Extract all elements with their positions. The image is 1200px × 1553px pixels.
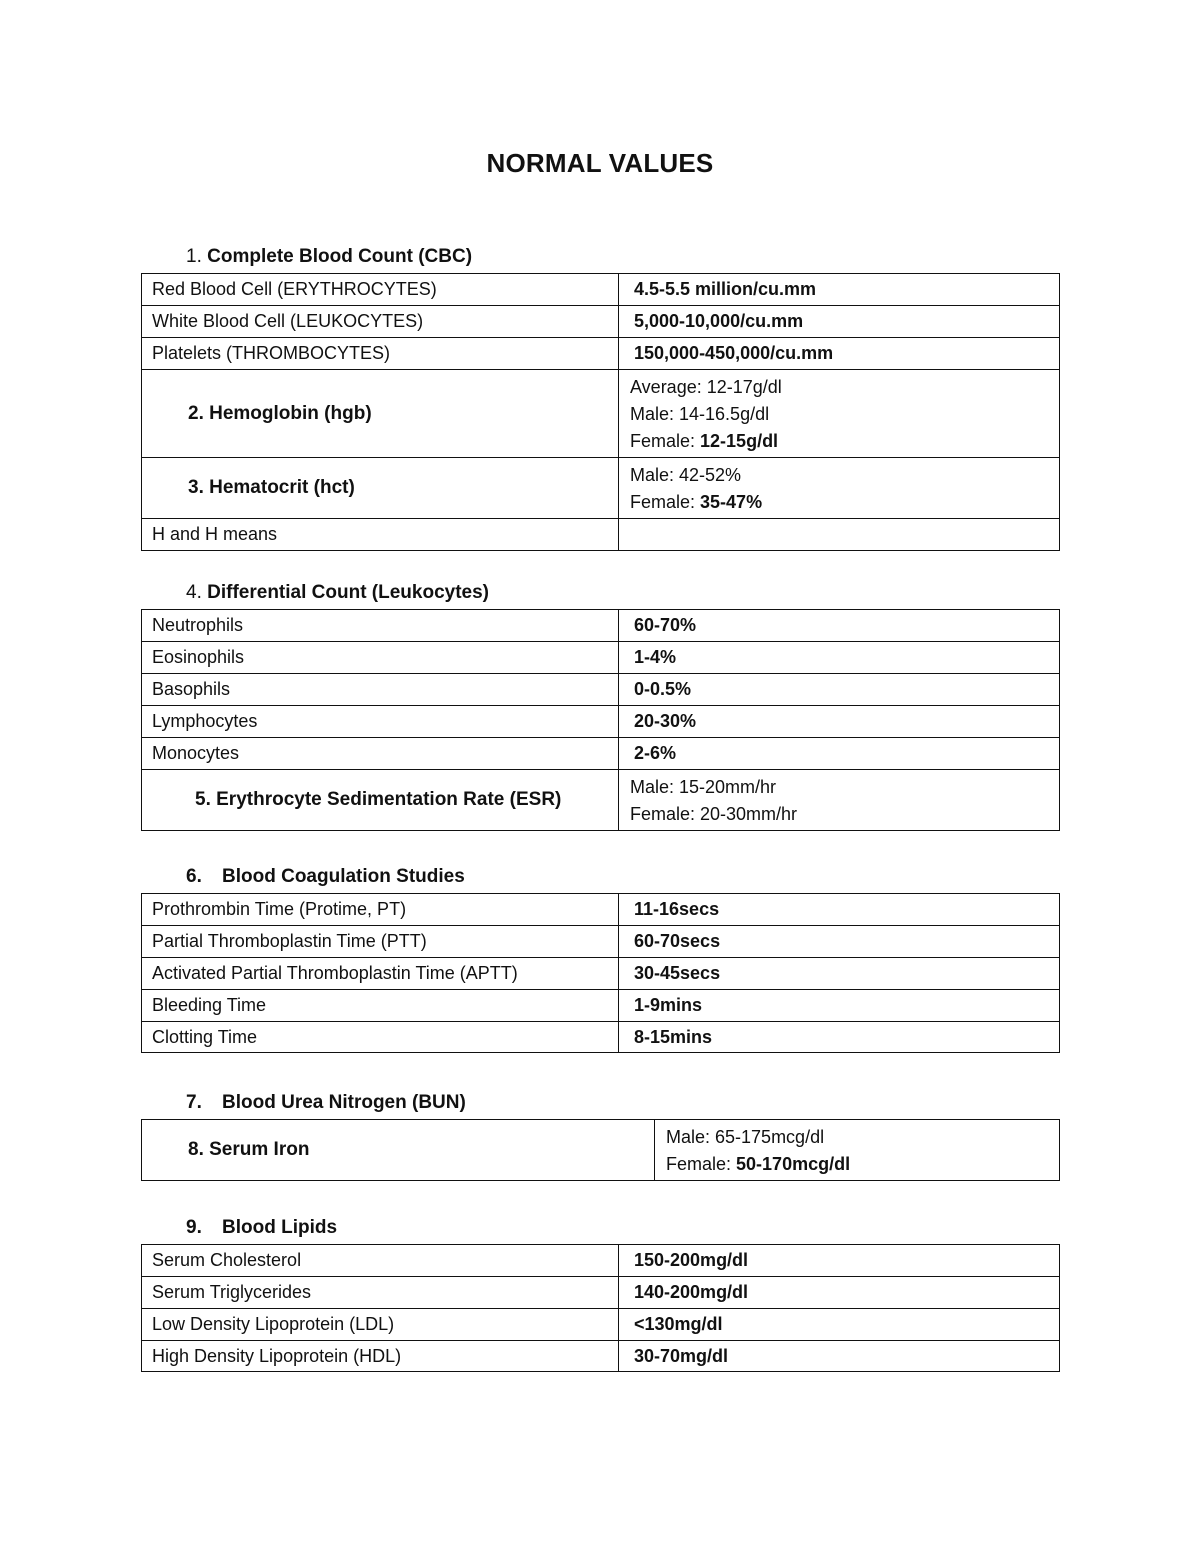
- section-heading-bun: [186, 1092, 466, 1114]
- table-row: [142, 610, 1060, 642]
- row-value: 30-45secs: [619, 958, 1060, 990]
- row-value: 2-6%: [619, 738, 1060, 770]
- section-number: 6.: [186, 866, 202, 887]
- table-row: [142, 338, 1060, 370]
- row-label: H and H means: [142, 519, 619, 551]
- row-value: 11-16secs: [619, 894, 1060, 926]
- row-label: Platelets (THROMBOCYTES): [142, 338, 619, 370]
- row-label: Serum Triglycerides: [142, 1277, 619, 1309]
- row-label: High Density Lipoprotein (HDL): [142, 1341, 619, 1372]
- hemoglobin-average: Average: 12-17g/dl: [630, 377, 782, 397]
- hematocrit-label: 3. Hematocrit (hct): [142, 458, 619, 519]
- serum-iron-values: [655, 1120, 1060, 1181]
- table-row: [142, 706, 1060, 738]
- row-label: Monocytes: [142, 738, 619, 770]
- hematocrit-female: [630, 489, 1049, 516]
- table-row: [142, 1341, 1060, 1372]
- row-value: 4.5-5.5 million/cu.mm: [619, 274, 1060, 306]
- table-row: [142, 1245, 1060, 1277]
- esr-values: [619, 770, 1060, 831]
- row-value: 5,000-10,000/cu.mm: [619, 306, 1060, 338]
- row-value: 30-70mg/dl: [619, 1341, 1060, 1372]
- section-heading-differential: [186, 582, 489, 604]
- serum-iron-male: Male: 65-175mcg/dl: [666, 1127, 825, 1147]
- hemoglobin-label: 2. Hemoglobin (hgb): [142, 370, 619, 458]
- table-row: [142, 1309, 1060, 1341]
- section-number: 1.: [186, 246, 202, 267]
- hemoglobin-female: [630, 428, 1049, 455]
- row-label: White Blood Cell (LEUKOCYTES): [142, 306, 619, 338]
- table-row: [142, 1277, 1060, 1309]
- table-row: [142, 274, 1060, 306]
- row-value: 140-200mg/dl: [619, 1277, 1060, 1309]
- section-number: 7.: [186, 1092, 202, 1113]
- row-label: Activated Partial Thromboplastin Time (APTT): [142, 958, 619, 990]
- section-title: Complete Blood Count (CBC): [207, 246, 473, 267]
- female-value: 50-170mcg/dl: [736, 1154, 851, 1174]
- row-label: Basophils: [142, 674, 619, 706]
- table-row-hemoglobin: [142, 370, 1060, 458]
- row-value: 1-4%: [619, 642, 1060, 674]
- row-value: 0-0.5%: [619, 674, 1060, 706]
- row-label: Partial Thromboplastin Time (PTT): [142, 926, 619, 958]
- table-row: [142, 958, 1060, 990]
- section-number: 4.: [186, 582, 202, 603]
- hemoglobin-values: [619, 370, 1060, 458]
- female-label: Female:: [630, 431, 701, 451]
- section-title: Blood Urea Nitrogen (BUN): [222, 1092, 466, 1113]
- row-value: 150-200mg/dl: [619, 1245, 1060, 1277]
- esr-female: Female: 20-30mm/hr: [630, 804, 798, 824]
- section-title: Blood Coagulation Studies: [222, 866, 465, 887]
- row-label: Prothrombin Time (Protime, PT): [142, 894, 619, 926]
- serum-iron-label: 8. Serum Iron: [142, 1120, 655, 1181]
- female-label: Female:: [630, 492, 701, 512]
- esr-label: 5. Erythrocyte Sedimentation Rate (ESR): [142, 770, 619, 831]
- row-label: Bleeding Time: [142, 990, 619, 1022]
- row-value: <130mg/dl: [619, 1309, 1060, 1341]
- table-row: [142, 674, 1060, 706]
- row-value: [619, 519, 1060, 551]
- table-row: [142, 926, 1060, 958]
- row-label: Low Density Lipoprotein (LDL): [142, 1309, 619, 1341]
- table-row: [142, 306, 1060, 338]
- row-label: Eosinophils: [142, 642, 619, 674]
- row-value: 60-70secs: [619, 926, 1060, 958]
- female-value: 35-47%: [700, 492, 763, 512]
- serum-iron-female: [666, 1151, 1049, 1178]
- row-label: Red Blood Cell (ERYTHROCYTES): [142, 274, 619, 306]
- row-value: 150,000-450,000/cu.mm: [619, 338, 1060, 370]
- hematocrit-male: Male: 42-52%: [630, 465, 742, 485]
- table-row-hematocrit: [142, 458, 1060, 519]
- page-title: NORMAL VALUES: [486, 148, 714, 178]
- row-value: 8-15mins: [619, 1022, 1060, 1053]
- lipids-table: [141, 1244, 1060, 1372]
- differential-table: [141, 609, 1060, 831]
- hemoglobin-male: Male: 14-16.5g/dl: [630, 404, 770, 424]
- section-number: 9.: [186, 1217, 202, 1238]
- row-value: 1-9mins: [619, 990, 1060, 1022]
- cbc-table: [141, 273, 1060, 551]
- table-row: [142, 894, 1060, 926]
- section-heading-cbc: [186, 246, 472, 268]
- esr-male: Male: 15-20mm/hr: [630, 777, 777, 797]
- section-title: Blood Lipids: [222, 1217, 338, 1238]
- table-row: [142, 642, 1060, 674]
- table-row: [142, 1022, 1060, 1053]
- section-heading-lipids: [186, 1217, 337, 1239]
- table-row-esr: [142, 770, 1060, 831]
- table-row: [142, 990, 1060, 1022]
- female-label: Female:: [666, 1154, 737, 1174]
- table-row: [142, 738, 1060, 770]
- row-value: 20-30%: [619, 706, 1060, 738]
- row-value: 60-70%: [619, 610, 1060, 642]
- row-label: Neutrophils: [142, 610, 619, 642]
- hematocrit-values: [619, 458, 1060, 519]
- serum-iron-table: [141, 1119, 1060, 1181]
- section-title: Differential Count (Leukocytes): [207, 582, 490, 603]
- section-heading-coagulation: [186, 866, 465, 888]
- row-label: Clotting Time: [142, 1022, 619, 1053]
- coagulation-table: [141, 893, 1060, 1053]
- table-row-serum-iron: [142, 1120, 1060, 1181]
- row-label: Serum Cholesterol: [142, 1245, 619, 1277]
- row-label: Lymphocytes: [142, 706, 619, 738]
- table-row-h-and-h: [142, 519, 1060, 551]
- female-value: 12-15g/dl: [700, 431, 779, 451]
